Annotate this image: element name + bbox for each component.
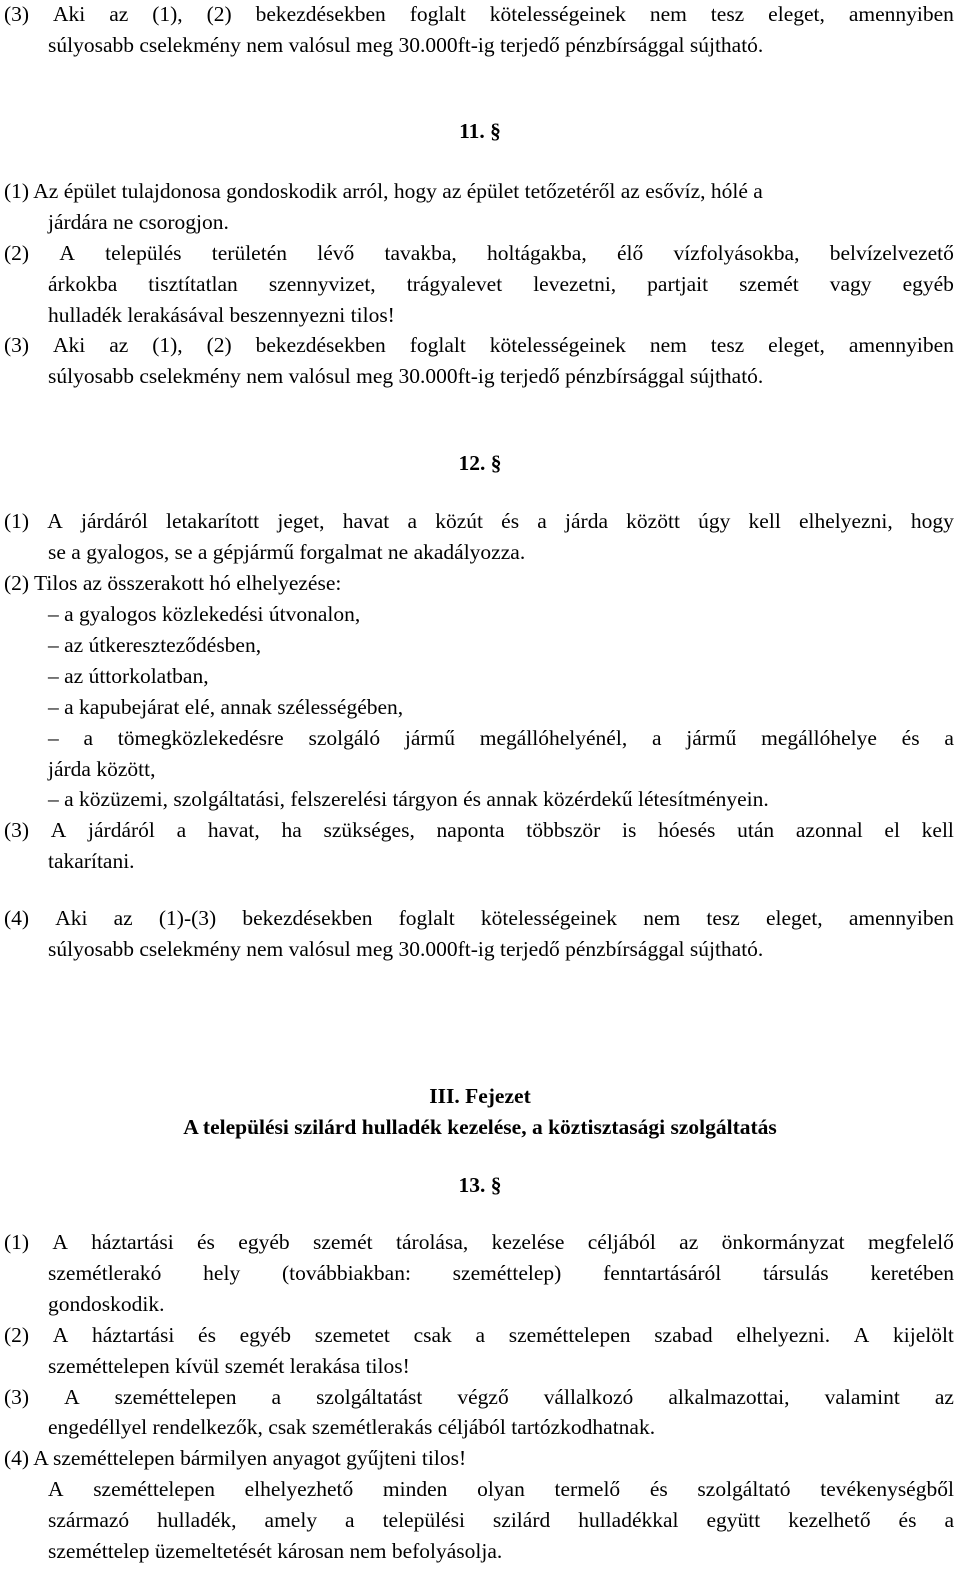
word: foglalt (409, 333, 466, 357)
word: között (626, 509, 680, 533)
word: belvízelvezető (829, 241, 954, 265)
word: (3) (4, 818, 30, 842)
word: kezelhető (788, 1508, 871, 1532)
word: tavakba, (384, 241, 457, 265)
word: élő (616, 241, 644, 265)
chapter-heading: III. Fejezet (429, 1084, 531, 1108)
word: amennyiben (848, 333, 954, 357)
word: eleget, (768, 2, 825, 26)
word: a (345, 1508, 355, 1532)
word: az (934, 1385, 954, 1409)
word: társulás (763, 1261, 829, 1285)
word: kell (748, 509, 781, 533)
word: naponta (436, 818, 505, 842)
word: kötelességeinek (480, 906, 618, 930)
word: település (105, 241, 182, 265)
word: az (679, 1230, 699, 1254)
paragraph-line: gondoskodik. (48, 1292, 165, 1316)
word: vízfolyásokba, (673, 241, 800, 265)
word: tömegközlekedésre (117, 726, 284, 750)
word: valamint (824, 1385, 900, 1409)
word: – (48, 726, 59, 750)
word: céljából (587, 1230, 656, 1254)
paragraph-line: (2) Tilos az összerakott hó elhelyezése: (4, 571, 342, 595)
word: végző (457, 1385, 509, 1409)
word: többször (526, 818, 601, 842)
word: települési (382, 1508, 465, 1532)
word: vagy (829, 272, 872, 296)
paragraph-line: járdára ne csorogjon. (48, 210, 229, 234)
word: háztartási (91, 1323, 175, 1347)
word: megfelelő (867, 1230, 954, 1254)
word: kijelölt (893, 1323, 954, 1347)
word: területén (211, 241, 287, 265)
word: A (50, 818, 67, 842)
paragraph-line: hulladék lerakásával beszennyezni tilos! (48, 303, 395, 327)
section-heading: 11. § (459, 119, 501, 143)
word: a (651, 726, 662, 750)
list-item: – az úttorkolatban, (48, 664, 209, 688)
word: (1), (152, 2, 183, 26)
word: és (901, 726, 920, 750)
paragraph-line (48, 1510, 954, 1532)
word: hulladék, (157, 1508, 237, 1532)
paragraph-line (4, 4, 954, 26)
word: levezetni, (533, 272, 617, 296)
word: kötelességeinek (489, 2, 626, 26)
word: elhelyezhető (244, 1477, 354, 1501)
paragraph-line: (4) A szeméttelepen bármilyen anyagot gyűjteni tilos! (4, 1446, 467, 1470)
word: jeget, (277, 509, 325, 533)
word: kötelességeinek (489, 333, 626, 357)
word: a (537, 509, 547, 533)
word: szemét (312, 1230, 373, 1254)
word: a (407, 509, 418, 533)
chapter-title: A települési szilárd hulladék kezelése, a köztisztasági szolgáltatás (183, 1115, 777, 1139)
word: és (198, 1323, 216, 1347)
word: megállóhelye (761, 726, 877, 750)
word: tisztítatlan (148, 272, 238, 296)
word: együtt (706, 1508, 761, 1532)
word: úgy (698, 509, 731, 533)
word: lévő (317, 241, 355, 265)
section-heading: 12. § (458, 451, 502, 475)
word: járdáról (88, 818, 155, 842)
word: havat (342, 509, 390, 533)
paragraph-line: engedéllyel rendelkezők, csak szemétlerakás céljából tartózkodhatnak. (48, 1415, 656, 1439)
word: (továbbiakban: (281, 1261, 411, 1285)
word: járdáról (80, 509, 148, 533)
word: és (197, 1230, 215, 1254)
word: szeméttelepen (508, 1323, 631, 1347)
paragraph-line (4, 511, 954, 533)
word: és (898, 1508, 917, 1532)
word: szemétlerakó (48, 1261, 162, 1285)
paragraph-line: súlyosabb cselekmény nem valósul meg 30.000ft-ig terjedő pénzbírsággal sújtható. (48, 364, 764, 388)
paragraph-line (4, 335, 954, 357)
word: alkalmazottai, (668, 1385, 790, 1409)
word: bekezdésekben (255, 333, 386, 357)
word: jármű (404, 726, 455, 750)
word: Aki (53, 2, 86, 26)
section-heading: 13. § (458, 1173, 502, 1197)
word: (2) (206, 333, 232, 357)
word: is (622, 818, 637, 842)
word: foglalt (398, 906, 455, 930)
word: nem (649, 333, 687, 357)
paragraph-line (4, 243, 954, 265)
word: (2) (4, 1323, 30, 1347)
word: és (501, 509, 520, 533)
word: tárolása, (396, 1230, 469, 1254)
word: önkormányzat (721, 1230, 845, 1254)
word: (3) (4, 1385, 30, 1409)
paragraph-line (4, 1232, 954, 1254)
word: olyan (477, 1477, 525, 1501)
word: havat, (207, 818, 260, 842)
list-item: – a kapubejárat elé, annak szélességében, (48, 695, 404, 719)
paragraph-line (48, 1479, 954, 1501)
paragraph-line (4, 1387, 954, 1409)
paragraph-line: szeméttelep üzemeltetését károsan nem befolyásolja. (48, 1539, 503, 1563)
paragraph-line: se a gyalogos, se a gépjármű forgalmat ne akadályozza. (48, 540, 526, 564)
word: el (884, 818, 900, 842)
word: bekezdésekben (242, 906, 373, 930)
word: A (47, 509, 63, 533)
list-item: – az útkereszteződésben, (48, 633, 262, 657)
word: tesz (710, 333, 745, 357)
list-item (48, 728, 954, 750)
word: bekezdésekben (255, 2, 386, 26)
word: amennyiben (848, 906, 954, 930)
word: szükséges, (323, 818, 415, 842)
word: holtágakba, (487, 241, 587, 265)
word: szemetet (314, 1323, 390, 1347)
paragraph-line (4, 1325, 954, 1347)
word: foglalt (409, 2, 466, 26)
word: letakarított (166, 509, 260, 533)
word: a (944, 1508, 954, 1532)
word: (4) (4, 906, 30, 930)
word: tesz (710, 2, 745, 26)
word: A (853, 1323, 870, 1347)
list-item-continuation: járda között, (48, 757, 156, 781)
word: az (109, 333, 129, 357)
word: elhelyezni, (798, 509, 893, 533)
paragraph-line: súlyosabb cselekmény nem valósul meg 30.000ft-ig terjedő pénzbírsággal sújtható. (48, 33, 764, 57)
word: termelő (554, 1477, 621, 1501)
word: vállalkozó (543, 1385, 634, 1409)
word: szolgáló (308, 726, 381, 750)
word: A (52, 1323, 69, 1347)
word: hogy (910, 509, 954, 533)
word: A (59, 241, 75, 265)
word: szemét (739, 272, 799, 296)
paragraph-line: takarítani. (48, 849, 135, 873)
word: szilárd (492, 1508, 551, 1532)
word: eleget, (768, 333, 825, 357)
word: egyéb (239, 1323, 291, 1347)
word: A (52, 1230, 68, 1254)
word: Aki (55, 906, 88, 930)
word: szolgáltatást (316, 1385, 423, 1409)
word: trágyalevet (406, 272, 503, 296)
word: szeméttelepen (93, 1477, 215, 1501)
list-item: – a gyalogos közlekedési útvonalon, (48, 602, 361, 626)
word: szeméttelepen (114, 1385, 237, 1409)
word: nem (643, 906, 681, 930)
word: (1), (152, 333, 183, 357)
word: szennyvizet, (268, 272, 376, 296)
list-item: – a közüzemi, szolgáltatási, felszerelési tárgyon és annak közérdekű létesítményein. (48, 787, 769, 811)
word: tevékenységből (820, 1477, 954, 1501)
word: a (944, 726, 954, 750)
word: a (176, 818, 187, 842)
word: partjait (647, 272, 709, 296)
word: ha (281, 818, 302, 842)
word: amennyiben (848, 2, 954, 26)
word: egyéb (902, 272, 954, 296)
word: azonnal (795, 818, 863, 842)
word: az (113, 906, 133, 930)
word: amely (264, 1508, 318, 1532)
word: A (64, 1385, 80, 1409)
word: (1)-(3) (158, 906, 217, 930)
paragraph-line (48, 274, 954, 296)
word: szolgáltató (697, 1477, 791, 1501)
word: tesz (706, 906, 740, 930)
word: egyéb (238, 1230, 290, 1254)
word: csak (413, 1323, 452, 1347)
word: (1) (4, 509, 30, 533)
word: A (48, 1477, 64, 1501)
word: és (649, 1477, 668, 1501)
word: nem (649, 2, 687, 26)
paragraph-line: szeméttelepen kívül szemét lerakása tilos! (48, 1354, 410, 1378)
paragraph-line (48, 1263, 954, 1285)
word: (3) (4, 333, 30, 357)
word: (1) (4, 1230, 30, 1254)
paragraph-line: (1) Az épület tulajdonosa gondoskodik arról, hogy az épület tetőzetéről az esővíz, hólé a (4, 179, 763, 203)
word: árkokba (48, 272, 118, 296)
paragraph-line (4, 908, 954, 930)
word: után (737, 818, 775, 842)
word: szabad (654, 1323, 713, 1347)
word: hóesés (658, 818, 716, 842)
word: (2) (206, 2, 232, 26)
word: keretében (870, 1261, 954, 1285)
word: a (475, 1323, 486, 1347)
word: a (83, 726, 94, 750)
word: járda (565, 509, 608, 533)
word: közút (435, 509, 483, 533)
word: kell (921, 818, 954, 842)
paragraph-line: súlyosabb cselekmény nem valósul meg 30.000ft-ig terjedő pénzbírsággal sújtható. (48, 937, 764, 961)
word: elhelyezni. (736, 1323, 831, 1347)
word: minden (382, 1477, 448, 1501)
word: jármű (686, 726, 737, 750)
paragraph-line (4, 820, 954, 842)
word: Aki (53, 333, 86, 357)
word: (2) (4, 241, 30, 265)
word: az (109, 2, 129, 26)
word: hulladékkal (578, 1508, 679, 1532)
word: származó (48, 1508, 130, 1532)
word: kezelése (491, 1230, 565, 1254)
word: szeméttelep) (452, 1261, 562, 1285)
word: hely (203, 1261, 241, 1285)
word: fenntartásáról (603, 1261, 722, 1285)
word: (3) (4, 2, 30, 26)
word: háztartási (91, 1230, 174, 1254)
word: eleget, (765, 906, 823, 930)
word: a (271, 1385, 282, 1409)
word: megállóhelyénél, (479, 726, 628, 750)
